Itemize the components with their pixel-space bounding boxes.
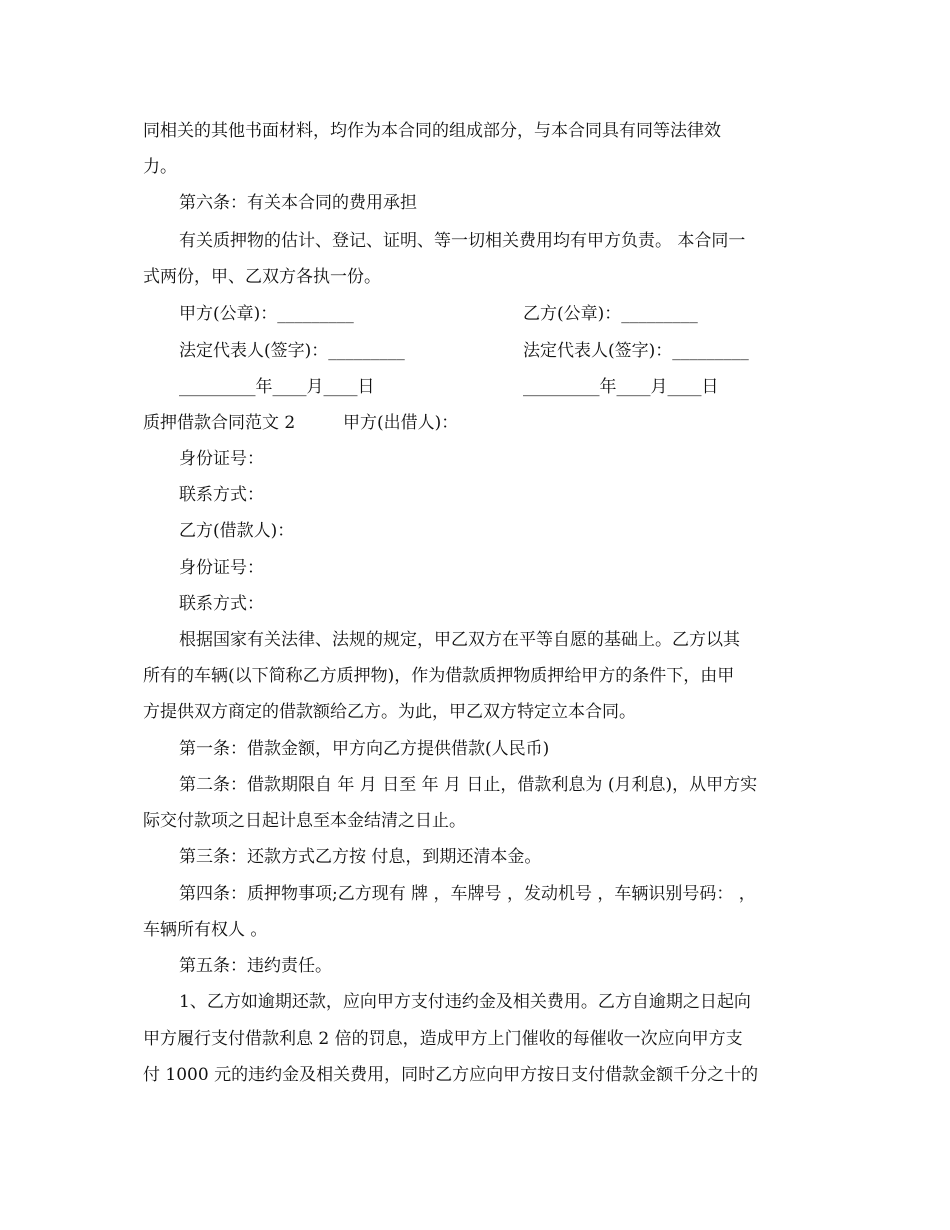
article-6-heading: 第六条：有关本合同的费用承担 xyxy=(179,193,417,213)
preamble-line: 根据国家有关法律、法规的规定，甲乙双方在平等自愿的基础上。乙方以其 xyxy=(179,630,740,650)
article-2-line: 际交付款项之日起计息至本金结清之日止。 xyxy=(143,811,466,831)
body-text-line: 同相关的其他书面材料，均作为本合同的组成部分，与本合同具有同等法律效 xyxy=(143,121,721,141)
sample-2-title: 质押借款合同范文 2 xyxy=(143,413,296,433)
party-a-date-field: _________年____月____日 xyxy=(179,377,375,397)
party-b-seal-field: 乙方(公章)：_________ xyxy=(523,304,698,324)
article-5-item-line: 1、乙方如逾期还款，应向甲方支付违约金及相关费用。乙方自逾期之日起向 xyxy=(179,992,751,1012)
article-3: 第三条：还款方式乙方按 付息，到期还清本金。 xyxy=(179,847,542,867)
borrower-id-field: 身份证号： xyxy=(179,558,264,578)
preamble-line: 方提供双方商定的借款额给乙方。为此，甲乙双方特定立本合同。 xyxy=(143,702,636,722)
party-a-seal-field: 甲方(公章)：_________ xyxy=(179,304,354,324)
body-text-line: 式两份，甲、乙双方各执一份。 xyxy=(143,267,381,287)
lender-id-field: 身份证号： xyxy=(179,449,264,469)
preamble-line: 所有的车辆(以下简称乙方质押物)，作为借款质押物质押给甲方的条件下，由甲 xyxy=(143,666,735,686)
article-5-heading: 第五条：违约责任。 xyxy=(179,956,332,976)
body-text-line: 力。 xyxy=(143,157,177,177)
party-b-representative-field: 法定代表人(签字)：_________ xyxy=(523,341,749,361)
body-text-line: 有关质押物的估计、登记、证明、等一切相关费用均有甲方负责。 本合同一 xyxy=(179,231,746,251)
party-a-representative-field: 法定代表人(签字)：_________ xyxy=(179,341,405,361)
article-2-line: 第二条：借款期限自 年 月 日至 年 月 日止，借款利息为 (月利息)，从甲方实 xyxy=(179,775,758,795)
article-4-line: 第四条：质押物事项;乙方现有 牌 ，车牌号 ，发动机号 ，车辆识别号码： ， xyxy=(179,884,756,904)
article-4-line: 车辆所有权人 。 xyxy=(143,920,268,940)
borrower-contact-field: 联系方式： xyxy=(179,594,264,614)
party-b-date-field: _________年____月____日 xyxy=(523,377,719,397)
article-1: 第一条：借款金额，甲方向乙方提供借款(人民币) xyxy=(179,739,550,759)
article-5-item-line: 甲方履行支付借款利息 2 倍的罚息，造成甲方上门催收的每催收一次应向甲方支 xyxy=(143,1029,743,1049)
lender-label: 甲方(出借人)： xyxy=(343,413,459,433)
lender-contact-field: 联系方式： xyxy=(179,485,264,505)
borrower-label: 乙方(借款人)： xyxy=(179,521,295,541)
article-5-item-line: 付 1000 元的违约金及相关费用，同时乙方应向甲方按日支付借款金额千分之十的 xyxy=(143,1065,759,1085)
